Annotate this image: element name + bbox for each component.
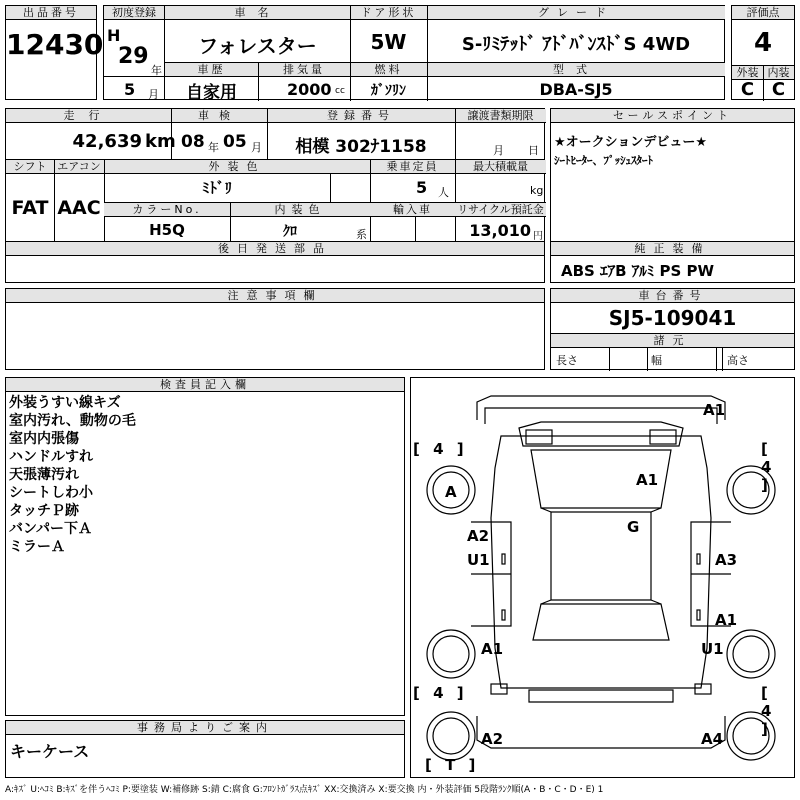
car-name: フォレスター <box>198 34 317 58</box>
plate-label: 登録番号 <box>267 109 455 123</box>
height-label: 高さ <box>727 354 749 367</box>
inspector-note: 室内内張傷 <box>9 431 79 447</box>
damage-mark-front-bumper: A1 <box>703 401 726 419</box>
ac-label: エアコン <box>54 160 104 174</box>
first-registration-box <box>103 5 165 100</box>
model-code: DBA-SJ5 <box>539 80 613 99</box>
interior-color-label: 内装色 <box>230 203 370 217</box>
caution-label: 注意事項欄 <box>6 289 544 303</box>
import-label: 輸入車 <box>370 203 455 217</box>
later-parts-box <box>5 242 545 283</box>
legend: A:ｷｽﾞ U:ﾍｺﾐ B:ｷｽﾞを伴うﾍｺﾐ P:要塗装 W:補修跡 S:錆 C:腐食 G:ﾌﾛﾝﾄｶﾞﾗｽ点ｷｽﾞ XX:交換済み X:要交換 内・外装評価 5段階ﾗﾝｸ順(A・B・C・D・E) 1 <box>5 785 604 795</box>
tire-front-right: [ 4 ] <box>761 440 776 494</box>
exterior-color-label: 外装色 <box>104 160 370 174</box>
year-unit: 年 <box>151 64 162 77</box>
sales-points-box <box>550 108 795 242</box>
width-label: 幅 <box>651 354 662 367</box>
lot-number-box <box>5 5 104 100</box>
car-info-box <box>165 5 725 103</box>
car-name-label: 車名 <box>165 6 350 20</box>
details-box <box>5 108 545 242</box>
inspector-note: ミラーＡ <box>9 539 65 555</box>
inspector-note: タッチＰ跡 <box>9 503 79 519</box>
score-label: 評価点 <box>732 6 794 20</box>
inspector-note: 外装うすい線キズ <box>9 395 121 411</box>
damage-diagram <box>410 377 795 778</box>
model-label: 型式 <box>427 63 725 77</box>
inspector-notes-list <box>9 394 136 556</box>
lot-number-label: 出品番号 <box>6 6 96 20</box>
shift-label: シフト <box>6 160 54 174</box>
transfer-label: 譲渡書類期限 <box>455 109 546 123</box>
damage-mark-left-front-door-dent: U1 <box>467 551 490 569</box>
equipment: ABS ｴｱB ｱﾙﾐ PS PW <box>561 262 715 280</box>
damage-mark-left-front-tire: A <box>445 483 457 501</box>
damage-mark-right-rear-fender: U1 <box>701 640 724 658</box>
inspector-note: 室内汚れ、動物の毛 <box>9 413 136 429</box>
first-reg-year: 29 <box>118 44 149 69</box>
mileage-label: 走行 <box>6 109 171 123</box>
recycle-label: リサイクル預託金 <box>455 203 546 217</box>
exterior-color: ﾐﾄﾞﾘ <box>201 179 232 197</box>
displacement-label: 排気量 <box>258 63 350 77</box>
chassis-box <box>550 288 795 370</box>
plate: 相模 302ﾅ1158 <box>295 137 427 157</box>
km-unit: km <box>145 131 176 152</box>
car-body-diagram <box>411 378 794 777</box>
capacity-unit: 人 <box>438 186 449 199</box>
score-box <box>731 5 795 100</box>
tire-front-left: [ 4 ] <box>413 440 468 458</box>
inspector-notes-box <box>5 377 405 716</box>
damage-mark-roof: G <box>627 518 640 536</box>
inspector-notes-label: 検査員記入欄 <box>6 378 404 392</box>
equipment-label: 純正装備 <box>551 242 794 256</box>
color-no-label: カラーNo. <box>104 203 230 217</box>
yen-unit: 円 <box>533 231 543 242</box>
lot-number: 12430 <box>6 28 104 61</box>
office-notice-box <box>5 720 405 778</box>
history-label: 車歴 <box>165 63 258 77</box>
specs-label: 諸元 <box>551 334 794 348</box>
door-type: 5W <box>370 30 407 54</box>
inspection-label: 車検 <box>171 109 267 123</box>
inspector-note: バンパー下Ａ <box>9 521 93 537</box>
spare-tire: [ T ] <box>425 756 480 774</box>
damage-mark-left-front-door: A2 <box>467 527 490 545</box>
damage-mark-right-front-door: A3 <box>715 551 738 569</box>
office-notice-label: 事務局よりご案内 <box>6 721 404 735</box>
score: 4 <box>753 28 773 58</box>
load-unit: kg <box>530 184 544 197</box>
load-label: 最大積載量 <box>455 160 546 174</box>
inspection-month-unit: 月 <box>251 141 262 154</box>
tire-rear-left: [ 4 ] <box>413 684 468 702</box>
first-registration-label: 初度登録 <box>104 6 164 20</box>
transfer-day-unit: 日 <box>528 144 539 157</box>
sales-point-line-1: ★オークションデビュー★ <box>554 135 708 150</box>
exterior-grade-label: 外装 <box>732 66 763 80</box>
shift: FAT <box>11 197 49 219</box>
month-unit: 月 <box>148 88 159 101</box>
inspector-note: ハンドルすれ <box>9 449 93 465</box>
fuel-label: 燃料 <box>350 63 427 77</box>
tire-rear-right: [ 4 ] <box>761 684 776 738</box>
era-mark: H <box>107 26 121 45</box>
caution-box <box>5 288 545 370</box>
door-label: ドア形状 <box>350 6 427 20</box>
exterior-grade: C <box>740 79 755 100</box>
inspector-note: シートしわ小 <box>9 485 93 501</box>
damage-mark-hood: A1 <box>636 471 659 489</box>
inspection-month: 05 <box>223 132 247 152</box>
grade: S-ﾘﾐﾃｯﾄﾞ ｱﾄﾞﾊﾞﾝｽﾄﾞS 4WD <box>461 34 691 55</box>
grade-label: グレード <box>427 6 725 20</box>
interior-color: ｸﾛ <box>283 224 297 240</box>
office-notice-text: キーケース <box>10 742 90 761</box>
inspection-year-unit: 年 <box>208 141 219 154</box>
fuel: ｶﾞｿﾘﾝ <box>371 83 406 99</box>
transfer-month-unit: 月 <box>493 144 504 157</box>
inspector-note: 天張薄汚れ <box>9 467 79 483</box>
cc-unit: cc <box>335 86 345 96</box>
equipment-box <box>550 242 795 283</box>
sales-point-line-2: ｼｰﾄﾋｰﾀｰ、ﾌﾟｯｼｭｽﾀｰﾄ <box>554 154 653 167</box>
damage-mark-rear-left: A2 <box>481 730 504 748</box>
capacity: 5 <box>416 178 428 197</box>
inspection-year: 08 <box>181 132 205 152</box>
damage-mark-left-rear-fender: A1 <box>481 640 504 658</box>
recycle-fee: 13,010 <box>469 221 531 240</box>
mileage: 42,639 <box>72 131 142 152</box>
interior-grade-label: 内装 <box>763 66 794 80</box>
interior-color-suffix: 系 <box>356 228 367 241</box>
length-label: 長さ <box>556 354 578 367</box>
displacement: 2000 <box>287 80 332 99</box>
ac: AAC <box>57 197 101 219</box>
capacity-label: 乗車定員 <box>370 160 455 174</box>
damage-mark-right-rear-door: A1 <box>715 611 738 629</box>
first-reg-month: 5 <box>124 80 136 99</box>
history: 自家用 <box>186 83 237 103</box>
color-no: H5Q <box>149 221 185 239</box>
chassis-number: SJ5-109041 <box>608 306 737 330</box>
damage-mark-rear-right: A4 <box>701 730 724 748</box>
sales-points-label: セールスポイント <box>551 109 794 123</box>
later-parts-label: 後日発送部品 <box>6 242 544 256</box>
chassis-label: 車台番号 <box>551 289 794 303</box>
interior-grade: C <box>771 79 786 100</box>
